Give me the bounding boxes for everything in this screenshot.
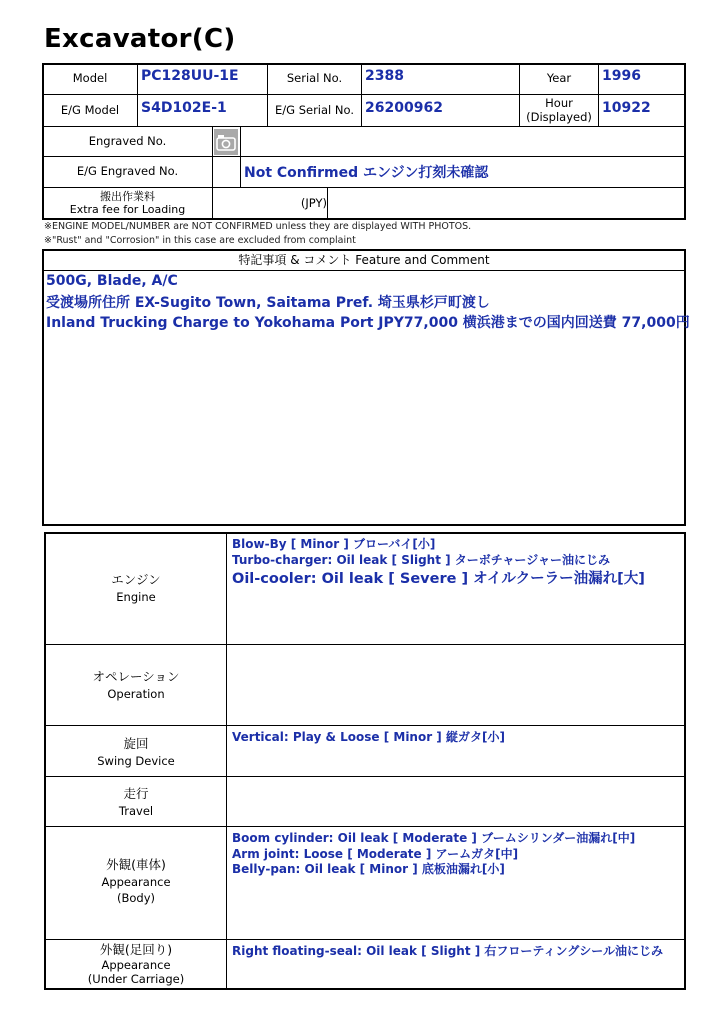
operation-label: [46, 668, 226, 702]
comment-header-divider: [42, 270, 686, 271]
engraved-label: Engraved No.: [88, 133, 167, 148]
operation-label-en: Operation: [107, 686, 165, 701]
comment-line: 500G, Blade, A/C: [46, 273, 178, 289]
appearance-undercarriage-label: [46, 942, 226, 986]
swing-device-item: Vertical: Play & Loose [ Minor ] 縦ガタ[小]: [232, 730, 505, 744]
swing-device-label-en: Swing Device: [97, 753, 175, 768]
comment-line: 受渡場所住所 EX-Sugito Town, Saitama Pref. 埼玉県杉戸町渡し: [46, 295, 490, 311]
engine-item: Oil-cooler: Oil leak [ Severe ] オイルクーラー油漏れ[大]: [232, 571, 645, 587]
engine-item: Blow-By [ Minor ] ブローバイ[小]: [232, 537, 436, 551]
inspection-row-divider: [44, 939, 686, 940]
document-title: Excavator(C): [44, 24, 236, 54]
comment-line: Inland Trucking Charge to Yokohama Port JPY77,000 横浜港までの国内回送費 77,000円: [46, 315, 690, 331]
appearance-body-label-sub: (Body): [116, 890, 155, 905]
travel-label-en: Travel: [118, 803, 154, 818]
hour-label-cell: [520, 95, 598, 126]
travel-label: [46, 785, 226, 819]
swing-device-label: [46, 735, 226, 769]
appearance-body-label: [46, 856, 226, 906]
inspection-col-divider: [226, 532, 227, 990]
eg-model-label: E/G Model: [60, 102, 120, 117]
camera-icon[interactable]: [214, 129, 238, 155]
comment-header: 特記事項 & コメント Feature and Comment: [238, 252, 490, 267]
serial-label: Serial No.: [286, 71, 343, 86]
year-label: Year: [546, 71, 572, 86]
inspection-row-divider: [44, 725, 686, 726]
extra-fee-label-en: Extra fee for Loading: [69, 202, 186, 216]
engine-item: Turbo-charger: Oil leak [ Slight ] ターボチャージャー油にじみ: [232, 553, 610, 567]
hour-value: 10922: [602, 100, 651, 116]
engine-label-en: Engine: [116, 589, 156, 604]
appearance-undercarriage-label-jp: 外観(足回り): [99, 942, 173, 957]
appearance-body-label-en: Appearance: [101, 874, 171, 889]
appearance-body-item: Boom cylinder: Oil leak [ Moderate ] ブームシリンダー油漏れ[中]: [232, 831, 636, 845]
spec-col-divider: [598, 63, 599, 126]
model-label: Model: [72, 71, 108, 86]
engine-label-jp: エンジン: [111, 572, 161, 587]
eg-serial-value: 26200962: [365, 100, 443, 116]
hour-sub-label: (Displayed): [526, 109, 592, 124]
appearance-body-item: Belly-pan: Oil leak [ Minor ] 底板油漏れ[小]: [232, 862, 505, 876]
hour-label: Hour: [545, 96, 573, 111]
eg-engraved-label: E/G Engraved No.: [76, 164, 179, 179]
operation-label-jp: オペレーション: [92, 669, 180, 684]
travel-label-jp: 走行: [123, 786, 149, 801]
appearance-body-item: Arm joint: Loose [ Moderate ] アームガタ[中]: [232, 847, 519, 861]
swing-device-label-jp: 旋回: [123, 736, 149, 751]
inspection-row-divider: [44, 826, 686, 827]
eg-model-value: S4D102E-1: [141, 100, 227, 116]
note-rust: ※"Rust" and "Corrosion" in this case are excluded from complaint: [44, 235, 356, 246]
appearance-undercarriage-item: Right floating-seal: Oil leak [ Slight ] 右フローティングシール油にじみ: [232, 944, 663, 958]
engine-label: [46, 571, 226, 605]
model-value: PC128UU-1E: [141, 68, 239, 84]
appearance-body-label-jp: 外観(車体): [106, 857, 166, 872]
inspection-row-divider: [44, 776, 686, 777]
appearance-undercarriage-label-en: Appearance: [101, 957, 171, 972]
appearance-undercarriage-label-sub: (Under Carriage): [87, 972, 185, 986]
note-engine: ※ENGINE MODEL/NUMBER are NOT CONFIRMED unless they are displayed WITH PHOTOS.: [44, 221, 472, 232]
extra-fee-label: [43, 188, 212, 219]
spec-col-divider: [137, 63, 138, 126]
serial-value: 2388: [365, 68, 404, 84]
comment-box: [42, 249, 686, 526]
eg-engraved-value: Not Confirmed エンジン打刻未確認: [244, 165, 489, 181]
spec-col-divider: [361, 63, 362, 126]
eg-serial-label: E/G Serial No.: [275, 102, 354, 117]
spec-col-divider: [240, 126, 241, 187]
jpy-label: (JPY): [300, 195, 327, 210]
year-value: 1996: [602, 68, 641, 84]
inspection-row-divider: [44, 644, 686, 645]
extra-fee-label-jp: 搬出作業料: [100, 189, 155, 203]
